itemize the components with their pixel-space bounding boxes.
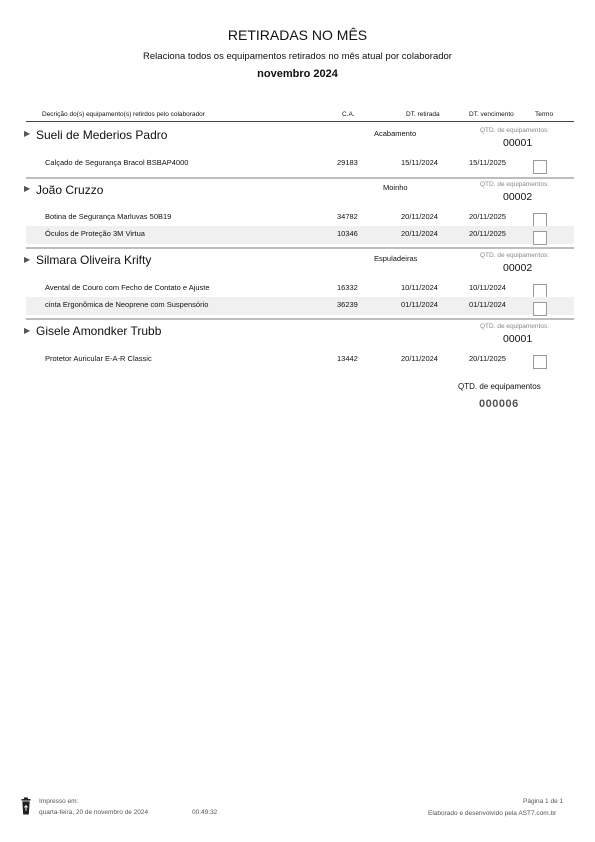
termo-checkbox[interactable] xyxy=(533,160,547,174)
report-subtitle: Relaciona todos os equipamentos retirados no mês atual por colaborador xyxy=(143,51,452,62)
item-dt-vencimento: 15/11/2025 xyxy=(469,158,506,167)
employee-qty-value: 00002 xyxy=(503,262,533,274)
item-dt-retirada: 20/11/2024 xyxy=(401,229,438,238)
item-dt-vencimento: 20/11/2025 xyxy=(469,229,506,238)
item-description: Calçado de Segurança Bracol BSBAP4000 xyxy=(45,158,189,167)
employee-qty-label: QTD. de equipamentos: xyxy=(480,252,550,259)
employee-qty-label: QTD. de equipamentos: xyxy=(480,181,550,188)
item-description: Botina de Segurança Marluvas 50B19 xyxy=(45,212,172,221)
report-period: novembro 2024 xyxy=(257,68,338,80)
item-dt-retirada: 01/11/2024 xyxy=(401,300,438,309)
item-description: cinta Ergonômica de Neoprene com Suspensório xyxy=(45,300,209,309)
employee-divider xyxy=(26,177,574,179)
credits-text: Elaborado e desenvolvido pela AST7.com.br xyxy=(428,810,557,817)
item-ca: 34782 xyxy=(337,212,358,221)
employee-divider xyxy=(26,247,574,249)
item-dt-retirada: 15/11/2024 xyxy=(401,158,438,167)
termo-checkbox[interactable] xyxy=(533,302,547,316)
item-ca: 10346 xyxy=(337,229,358,238)
item-ca: 16332 xyxy=(337,283,358,292)
termo-checkbox[interactable] xyxy=(533,231,547,245)
total-qty-value: 000006 xyxy=(479,398,519,410)
printed-label: Impresso em: xyxy=(39,798,79,805)
employee-sector: Acabamento xyxy=(374,129,417,138)
item-dt-vencimento: 20/11/2025 xyxy=(469,212,506,221)
item-dt-vencimento: 10/11/2024 xyxy=(469,283,506,292)
employee-sector: Espuladeiras xyxy=(374,254,418,263)
trash-can-icon xyxy=(21,797,31,815)
termo-checkbox[interactable] xyxy=(533,284,547,298)
item-description: Protetor Auricular E-A-R Classic xyxy=(45,354,152,363)
column-header-dt-retirada: DT. retirada xyxy=(406,111,440,118)
expand-arrow-icon[interactable]: ▶ xyxy=(24,184,31,193)
column-header-ca: C.A. xyxy=(342,111,355,118)
column-header-description: Decrição do(s) equipamento(s) retirdos pelo colaborador xyxy=(42,111,205,118)
report-title: RETIRADAS NO MÊS xyxy=(227,27,368,43)
header-divider xyxy=(26,121,574,122)
employee-qty-value: 00001 xyxy=(503,137,533,149)
item-description: Avental de Couro com Fecho de Contato e Ajuste xyxy=(45,283,210,292)
page-number: Página 1 de 1 xyxy=(523,798,564,805)
printed-time: 00:49:32 xyxy=(192,809,218,816)
item-dt-vencimento: 01/11/2024 xyxy=(469,300,506,309)
employee-divider xyxy=(26,318,574,320)
employee-name: Silmara Oliveira Krifty xyxy=(36,253,152,267)
termo-checkbox[interactable] xyxy=(533,355,547,369)
employee-qty-value: 00001 xyxy=(503,333,533,345)
total-qty-label: QTD. de equipamentos xyxy=(458,382,541,391)
item-dt-vencimento: 20/11/2025 xyxy=(469,354,506,363)
item-description: Óculos de Proteção 3M Virtua xyxy=(45,229,145,238)
employee-name: Gisele Amondker Trubb xyxy=(36,324,162,338)
column-header-dt-vencimento: DT. vencimento xyxy=(469,111,514,118)
printed-date: quarta-feira, 20 de novembro de 2024 xyxy=(39,809,149,816)
employee-name: João Cruzzo xyxy=(36,183,104,197)
item-dt-retirada: 20/11/2024 xyxy=(401,354,438,363)
column-header-termo: Termo xyxy=(535,111,554,118)
expand-arrow-icon[interactable]: ▶ xyxy=(24,129,31,138)
termo-checkbox[interactable] xyxy=(533,213,547,227)
item-dt-retirada: 20/11/2024 xyxy=(401,212,438,221)
item-ca: 36239 xyxy=(337,300,358,309)
item-dt-retirada: 10/11/2024 xyxy=(401,283,438,292)
expand-arrow-icon[interactable]: ▶ xyxy=(24,255,31,264)
employee-qty-label: QTD. de equipamentos: xyxy=(480,323,550,330)
item-ca: 13442 xyxy=(337,354,358,363)
employee-sector: Moinho xyxy=(383,183,408,192)
employee-name: Sueli de Mederios Padro xyxy=(36,128,168,142)
expand-arrow-icon[interactable]: ▶ xyxy=(24,326,31,335)
item-ca: 29183 xyxy=(337,158,358,167)
employee-qty-label: QTD. de equipamentos: xyxy=(480,127,550,134)
employee-qty-value: 00002 xyxy=(503,191,533,203)
